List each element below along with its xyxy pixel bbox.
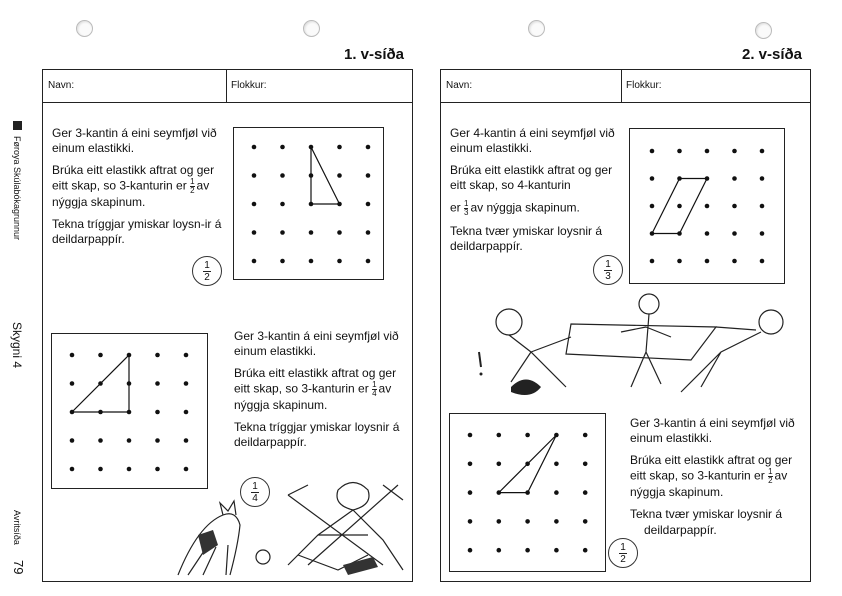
peg-dot	[366, 173, 371, 178]
fraction: $\frac{1}{2}$	[768, 467, 773, 485]
geoboard-2	[449, 413, 606, 572]
peg-dot	[583, 490, 588, 495]
peg-dot	[677, 176, 682, 181]
peg-dot	[760, 204, 765, 209]
punch-hole	[303, 20, 320, 37]
peg-dot	[98, 467, 103, 472]
peg-dot	[98, 353, 103, 358]
peg-dot	[525, 548, 530, 553]
peg-dot	[252, 202, 257, 207]
peg-dot	[677, 259, 682, 264]
peg-dot	[155, 410, 160, 415]
peg-dot	[184, 353, 189, 358]
peg-dot	[497, 490, 502, 495]
peg-dot	[468, 519, 473, 524]
fraction: $\frac{1}{4}$	[372, 380, 377, 398]
fraction-badge: 1 2	[192, 256, 222, 286]
punch-hole	[528, 20, 545, 37]
peg-dot	[337, 202, 342, 207]
peg-dot	[127, 438, 132, 443]
peg-dot	[525, 519, 530, 524]
peg-dot	[309, 145, 314, 150]
peg-dot	[252, 173, 257, 178]
peg-dot	[155, 467, 160, 472]
worksheet-1	[42, 69, 413, 582]
peg-dot	[650, 149, 655, 154]
task-text-1: Ger 4-kantin á eini seymfjøl við einum elastikki. Brúka eitt elastikk aftrat og ger eitt skap, so 4-kanturin er $\frac{1}{3}$ av nýggja skapinum. Tekna tvær ymiskar loysnir á deildarpappír.	[450, 126, 615, 253]
publisher-name: Føroya Skúlabókagrunnur	[12, 136, 22, 241]
peg-dot	[650, 259, 655, 264]
peg-dot	[468, 433, 473, 438]
peg-dot	[705, 149, 710, 154]
peg-dot	[677, 204, 682, 209]
peg-dot	[525, 462, 530, 467]
header-row	[441, 70, 810, 103]
peg-dot	[98, 410, 103, 415]
peg-dot	[155, 381, 160, 386]
peg-dot	[366, 259, 371, 264]
peg-dot	[760, 176, 765, 181]
cat-and-child-illustration	[168, 465, 408, 580]
peg-dot	[309, 230, 314, 235]
peg-dot	[468, 462, 473, 467]
peg-dot	[583, 433, 588, 438]
task-text-1: Ger 3-kantin á eini seymfjøl við einum elastikki. Brúka eitt elastikk aftrat og ger eitt skap, so 3-kanturin er $\frac{1}{2}$ av nýggja skapinum. Tekna tríggjar ymiskar loysn-ir á deildarpappír.	[52, 126, 222, 246]
peg-dot	[554, 490, 559, 495]
peg-dot	[705, 204, 710, 209]
header-row	[43, 70, 412, 103]
peg-dot	[155, 438, 160, 443]
fraction-badge: 1 2	[608, 538, 638, 568]
peg-dot	[70, 410, 75, 415]
page-title: 1. v-síða	[344, 46, 405, 63]
punch-hole	[76, 20, 93, 37]
peg-dot	[184, 381, 189, 386]
name-label: Navn:	[446, 80, 473, 91]
peg-dot	[98, 438, 103, 443]
peg-dot	[252, 259, 257, 264]
peg-dot	[497, 548, 502, 553]
section-label: Avritsíða	[12, 510, 22, 545]
peg-dot	[468, 490, 473, 495]
peg-dot	[677, 149, 682, 154]
fraction-badge: 1 4	[240, 477, 270, 507]
peg-dot	[127, 410, 132, 415]
peg-dot	[70, 381, 75, 386]
peg-dot	[280, 145, 285, 150]
page-title: 2. v-síða	[742, 46, 803, 63]
class-label: Flokkur:	[626, 80, 662, 91]
peg-dot	[280, 202, 285, 207]
peg-dot	[337, 173, 342, 178]
peg-dot	[309, 202, 314, 207]
elastic-shape	[311, 147, 340, 204]
peg-dot	[70, 353, 75, 358]
book-name: Skygni 4	[10, 322, 24, 369]
task-text-2: Ger 3-kantin á eini seymfjøl við einum elastikki. Brúka eitt elastikk aftrat og ger eitt skap, so 3-kanturin er $\frac{1}{4}$ av nýggja skapinum. Tekna tríggjar ymiskar loysnir á deildarpappír.	[234, 329, 400, 449]
peg-dot	[252, 230, 257, 235]
peg-dot	[705, 259, 710, 264]
peg-dot	[309, 173, 314, 178]
peg-dot	[732, 259, 737, 264]
peg-dot	[337, 230, 342, 235]
peg-dot	[583, 462, 588, 467]
peg-dot	[583, 519, 588, 524]
peg-dot	[497, 462, 502, 467]
peg-dot	[366, 202, 371, 207]
geoboard-1	[629, 128, 785, 284]
peg-dot	[70, 467, 75, 472]
peg-dot	[732, 176, 737, 181]
peg-dot	[366, 145, 371, 150]
worksheet-2	[440, 69, 811, 582]
peg-dot	[732, 204, 737, 209]
children-elastic-game-illustration	[471, 292, 801, 412]
fraction: $\frac{1}{3}$	[464, 199, 469, 217]
peg-dot	[554, 548, 559, 553]
peg-dot	[650, 231, 655, 236]
peg-dot	[525, 433, 530, 438]
task-text-2: Ger 3-kantin á eini seymfjøl við einum elastikki. Brúka eitt elastikk aftrat og ger eitt skap, so 3-kanturin er $\frac{1}{2}$ av nýggja skapinum. Tekna tvær ymiskar loysnir á deildarpappír.	[630, 416, 795, 537]
punch-hole	[755, 22, 772, 39]
publisher-logo-icon	[13, 121, 22, 130]
peg-dot	[337, 259, 342, 264]
name-label: Navn:	[48, 80, 75, 91]
peg-dot	[155, 353, 160, 358]
geoboard-1	[233, 127, 384, 280]
peg-dot	[280, 173, 285, 178]
class-label: Flokkur:	[231, 80, 267, 91]
peg-dot	[650, 204, 655, 209]
peg-dot	[732, 149, 737, 154]
peg-dot	[497, 433, 502, 438]
page-number: 79	[11, 560, 26, 575]
peg-dot	[309, 259, 314, 264]
peg-dot	[468, 548, 473, 553]
peg-dot	[337, 145, 342, 150]
peg-dot	[732, 231, 737, 236]
peg-dot	[184, 438, 189, 443]
fraction: $\frac{1}{2}$	[190, 177, 195, 195]
peg-dot	[127, 467, 132, 472]
peg-dot	[554, 462, 559, 467]
peg-dot	[525, 490, 530, 495]
peg-dot	[650, 176, 655, 181]
peg-dot	[127, 353, 132, 358]
peg-dot	[98, 381, 103, 386]
fraction-badge: 1 3	[593, 255, 623, 285]
peg-dot	[760, 149, 765, 154]
peg-dot	[70, 438, 75, 443]
peg-dot	[760, 231, 765, 236]
peg-dot	[184, 410, 189, 415]
peg-dot	[252, 145, 257, 150]
peg-dot	[705, 231, 710, 236]
peg-dot	[366, 230, 371, 235]
peg-dot	[583, 548, 588, 553]
peg-dot	[677, 231, 682, 236]
peg-dot	[280, 230, 285, 235]
peg-dot	[705, 176, 710, 181]
peg-dot	[127, 381, 132, 386]
peg-dot	[554, 433, 559, 438]
peg-dot	[497, 519, 502, 524]
peg-dot	[554, 519, 559, 524]
peg-dot	[280, 259, 285, 264]
peg-dot	[760, 259, 765, 264]
